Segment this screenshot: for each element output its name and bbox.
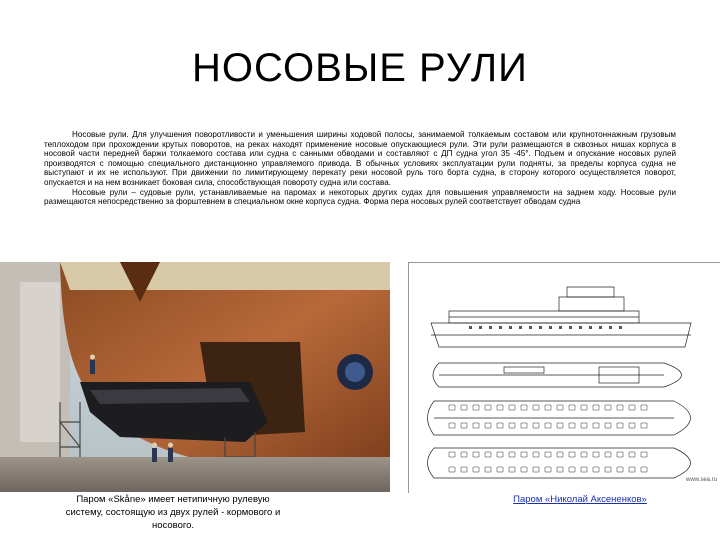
paragraph-2: Носовые рули – судовые рули, устанавливаемые на паромах и некоторых других судах для повышения управляемости на заднем ходу. Носовые рули размещаются непосредственно за форштевнем в специальном окне корпуса судна. Форма пера носовых рулей соответствует обводам судна bbox=[44, 187, 676, 207]
caption-link-ferry[interactable]: Паром «Николай Аксененков» bbox=[513, 494, 647, 505]
page-title: НОСОВЫЕ РУЛИ bbox=[192, 46, 528, 90]
watermark: www.sea.ru bbox=[685, 477, 717, 483]
paragraph-1: Носовые рули. Для улучшения поворотливости и уменьшения ширины ходовой полосы, занимаемой толкаемым составом или крупнотоннажным грузовым теплоходом при прохождении крутых поворотов, на реках находят применение носовые опускающиеся рули. Эти рули размещаются в сквозных нишах корпуса в носовой части передней баржи толкаемого состава или судна с санными обводами и составляют с ДП судна угол 35 -45°. Подъем и опускание носовых рулей производятся с помощью специального дистанционно управляемого привода. В обычных условиях эксплуатации рули подняты, за пределы корпуса судна не выступают и их не используют. При движении по лимитирующему перекату реки носовой руль того борта судна, в сторону которого осуществляется поворот, опускается и на нем возникает боковая сила, способствующая повороту судна или состава. bbox=[44, 130, 676, 187]
ferry-technical-drawing bbox=[408, 262, 720, 493]
caption-skane: Паром «Skåne» имеет нетипичную рулевую систему, состоящую из двух рулей - кормового и носового. bbox=[65, 494, 281, 531]
body-text bbox=[44, 130, 676, 207]
ship-bow-rudder-photo bbox=[0, 262, 390, 492]
